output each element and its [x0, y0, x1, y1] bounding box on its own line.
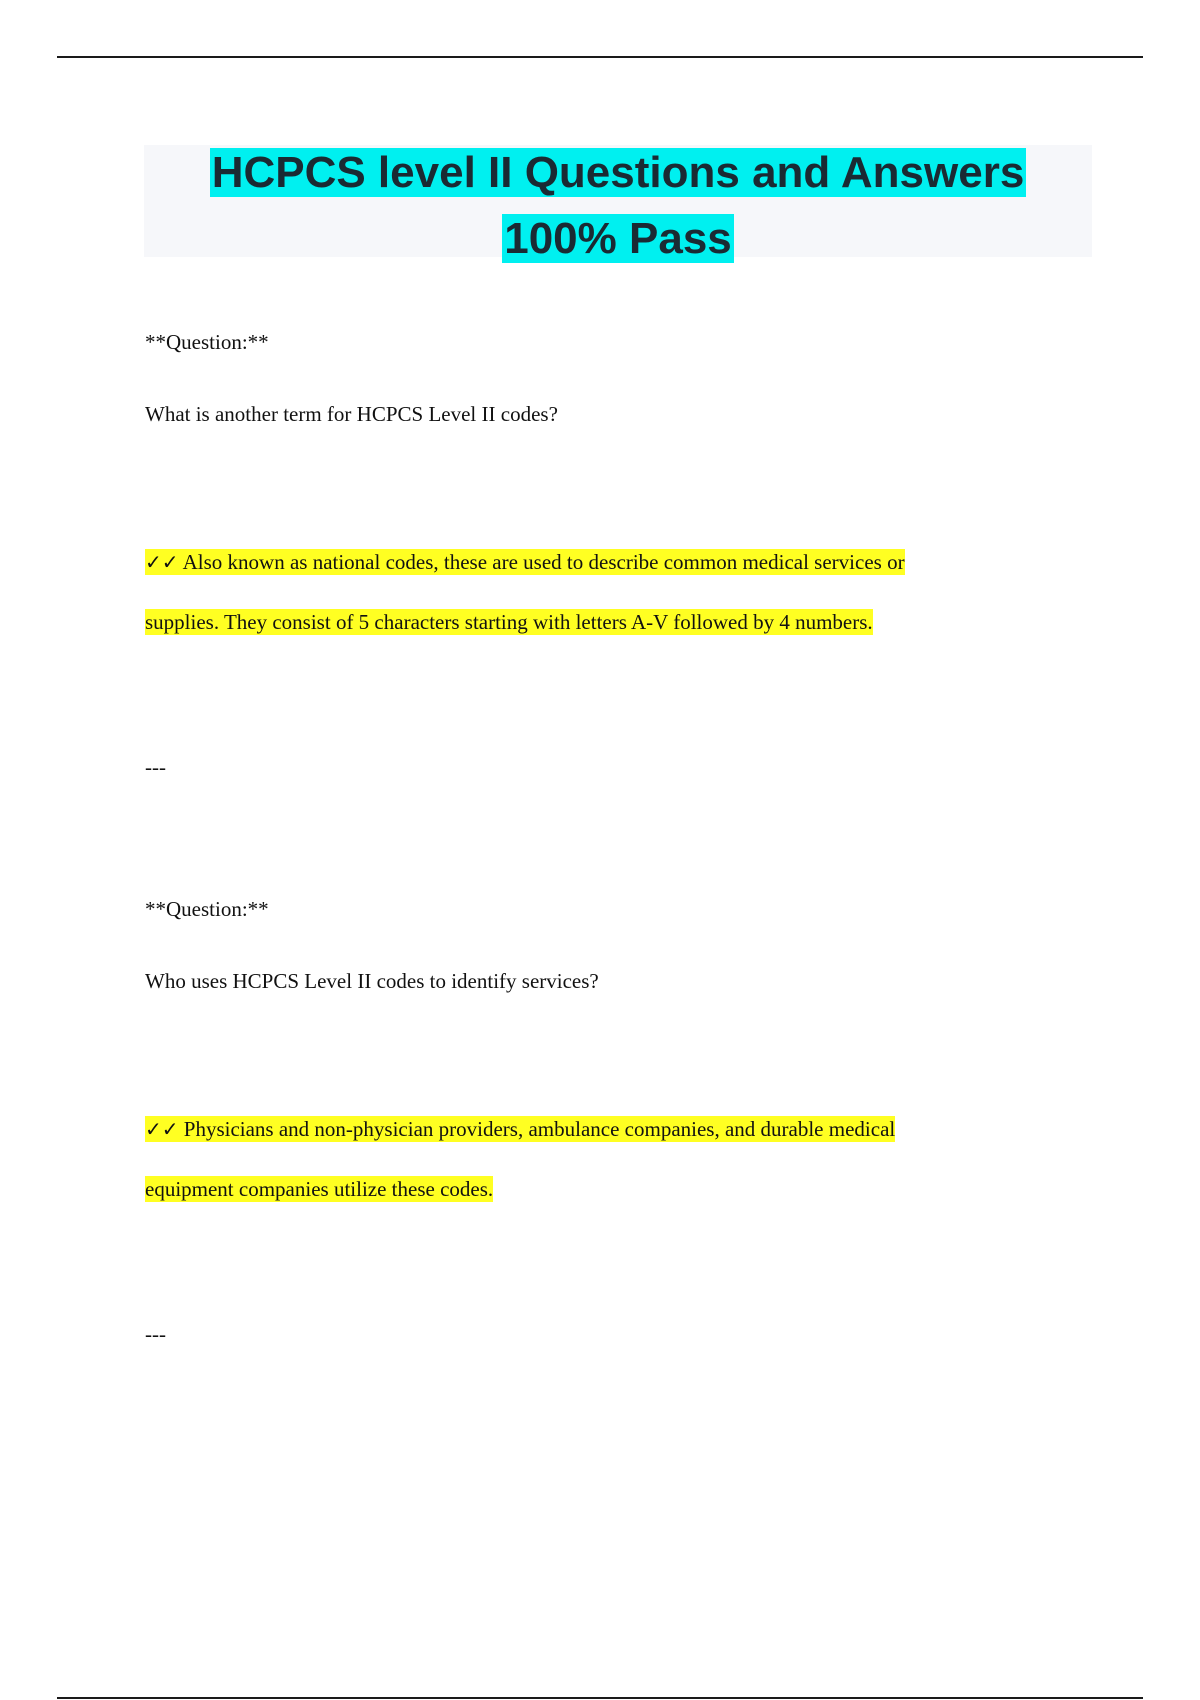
- question-text: What is another term for HCPCS Level II codes?: [145, 402, 558, 426]
- answer-text: Physicians and non-physician providers, ambulance companies, and durable medical: [183, 1117, 896, 1141]
- answer-line: [145, 1174, 493, 1204]
- footer-rule: [57, 1697, 1143, 1699]
- document-title: [144, 145, 1092, 263]
- answer-line: [145, 607, 873, 637]
- separator: ---: [145, 1322, 166, 1346]
- answer-line: [145, 1114, 895, 1144]
- title-line-1: HCPCS level II Questions and Answers: [211, 148, 1025, 197]
- double-check-icon: ✓✓: [145, 1117, 179, 1141]
- answer-text: equipment companies utilize these codes.: [145, 1177, 494, 1201]
- header-rule: [57, 56, 1143, 58]
- double-check-icon: ✓✓: [145, 550, 179, 574]
- separator: ---: [145, 755, 166, 779]
- question-text: Who uses HCPCS Level II codes to identify services?: [145, 969, 599, 993]
- question-label: **Question:**: [145, 330, 269, 354]
- answer-text: supplies. They consist of 5 characters starting with letters A-V followed by 4 numbers.: [145, 610, 873, 634]
- question-label: **Question:**: [145, 897, 269, 921]
- title-line-2: 100% Pass: [504, 214, 732, 263]
- answer-text: Also known as national codes, these are used to describe common medical services or: [182, 550, 905, 574]
- answer-line: [145, 547, 905, 577]
